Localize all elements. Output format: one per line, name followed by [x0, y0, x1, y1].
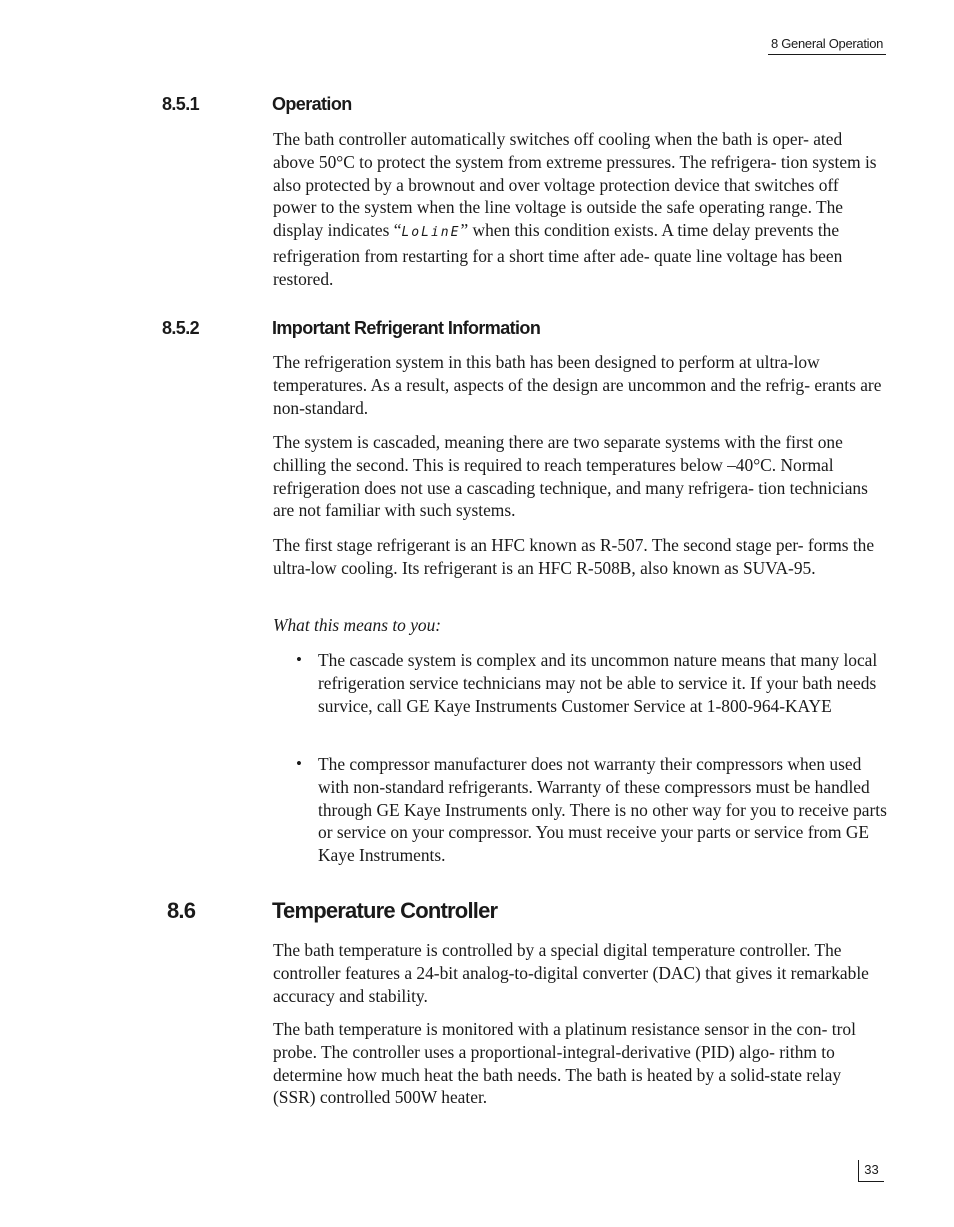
section-title: Temperature Controller — [272, 898, 498, 923]
display-code: LoLinE — [401, 225, 461, 241]
body-paragraph: The bath temperature is monitored with a platinum resistance sensor in the con- trol probe. The controller uses a proportional-integral-derivative (PID) algo- rithm to determine how much heat the bath needs. The bath is heated by a solid-state relay (SSR) controlled 500W heater. — [273, 1019, 856, 1108]
section-title: Important Refrigerant Information — [272, 318, 541, 338]
paragraph-text: ” when this condition exists. A time delay prevents the refrigeration from restarting for a short time after ade- quate line voltage has been restored. — [273, 220, 843, 289]
bullet-icon: • — [296, 650, 302, 669]
body-paragraph: The bath temperature is controlled by a special digital temperature controller. The controller features a 24-bit analog-to-digital converter (DAC) that gives it remarkable accuracy and stability. — [273, 940, 869, 1006]
section-title: Operation — [272, 94, 352, 114]
running-head: 8 General Operation — [768, 34, 886, 55]
section-number: 8.6 — [167, 898, 196, 923]
paragraph-text: The bath controller automatically switches off cooling when the bath is oper- ated above 50°C to protect the system from extreme pressures. The refrigera- tion system is also protected by a brownout and over voltage protection device that switches off power to the system when the line voltage is outside the safe operating range. The display indicates “ — [273, 129, 877, 241]
section-number: 8.5.1 — [162, 94, 200, 114]
body-paragraph: The system is cascaded, meaning there are two separate systems with the first one chilling the second. This is required to reach temperatures below –40°C. Normal refrigeration does not use a cascading technique, and many refrigera- tion technicians are not familiar with such systems. — [273, 432, 868, 521]
section-number: 8.5.2 — [162, 318, 200, 338]
page-number: 33 — [858, 1160, 884, 1182]
list-item: The cascade system is complex and its uncommon nature means that many local refrigeration service technicians may not be able to service it. If your bath needs survice, call GE Kaye Instruments Customer Service at 1-800-964-KAYE — [318, 650, 878, 716]
body-paragraph: The refrigeration system in this bath has been designed to perform at ultra-low temperatures. As a result, aspects of the design are uncommon and the refrig- erants are non-standard. — [273, 352, 882, 418]
list-item: The compressor manufacturer does not warranty their compressors when used with non-standard refrigerants. Warranty of these compressors must be handled through GE Kaye Instruments only. There is no other way for you to receive parts or service on your compressor. You must receive your parts or service from GE Kaye Instruments. — [318, 754, 887, 866]
bullet-icon: • — [296, 754, 302, 773]
body-paragraph — [273, 128, 885, 291]
body-paragraph: The first stage refrigerant is an HFC known as R-507. The second stage per- forms the ultra-low cooling. Its refrigerant is an HFC R-508B, also known as SUVA-95. — [273, 535, 875, 578]
lead-in-text: What this means to you: — [273, 615, 442, 635]
